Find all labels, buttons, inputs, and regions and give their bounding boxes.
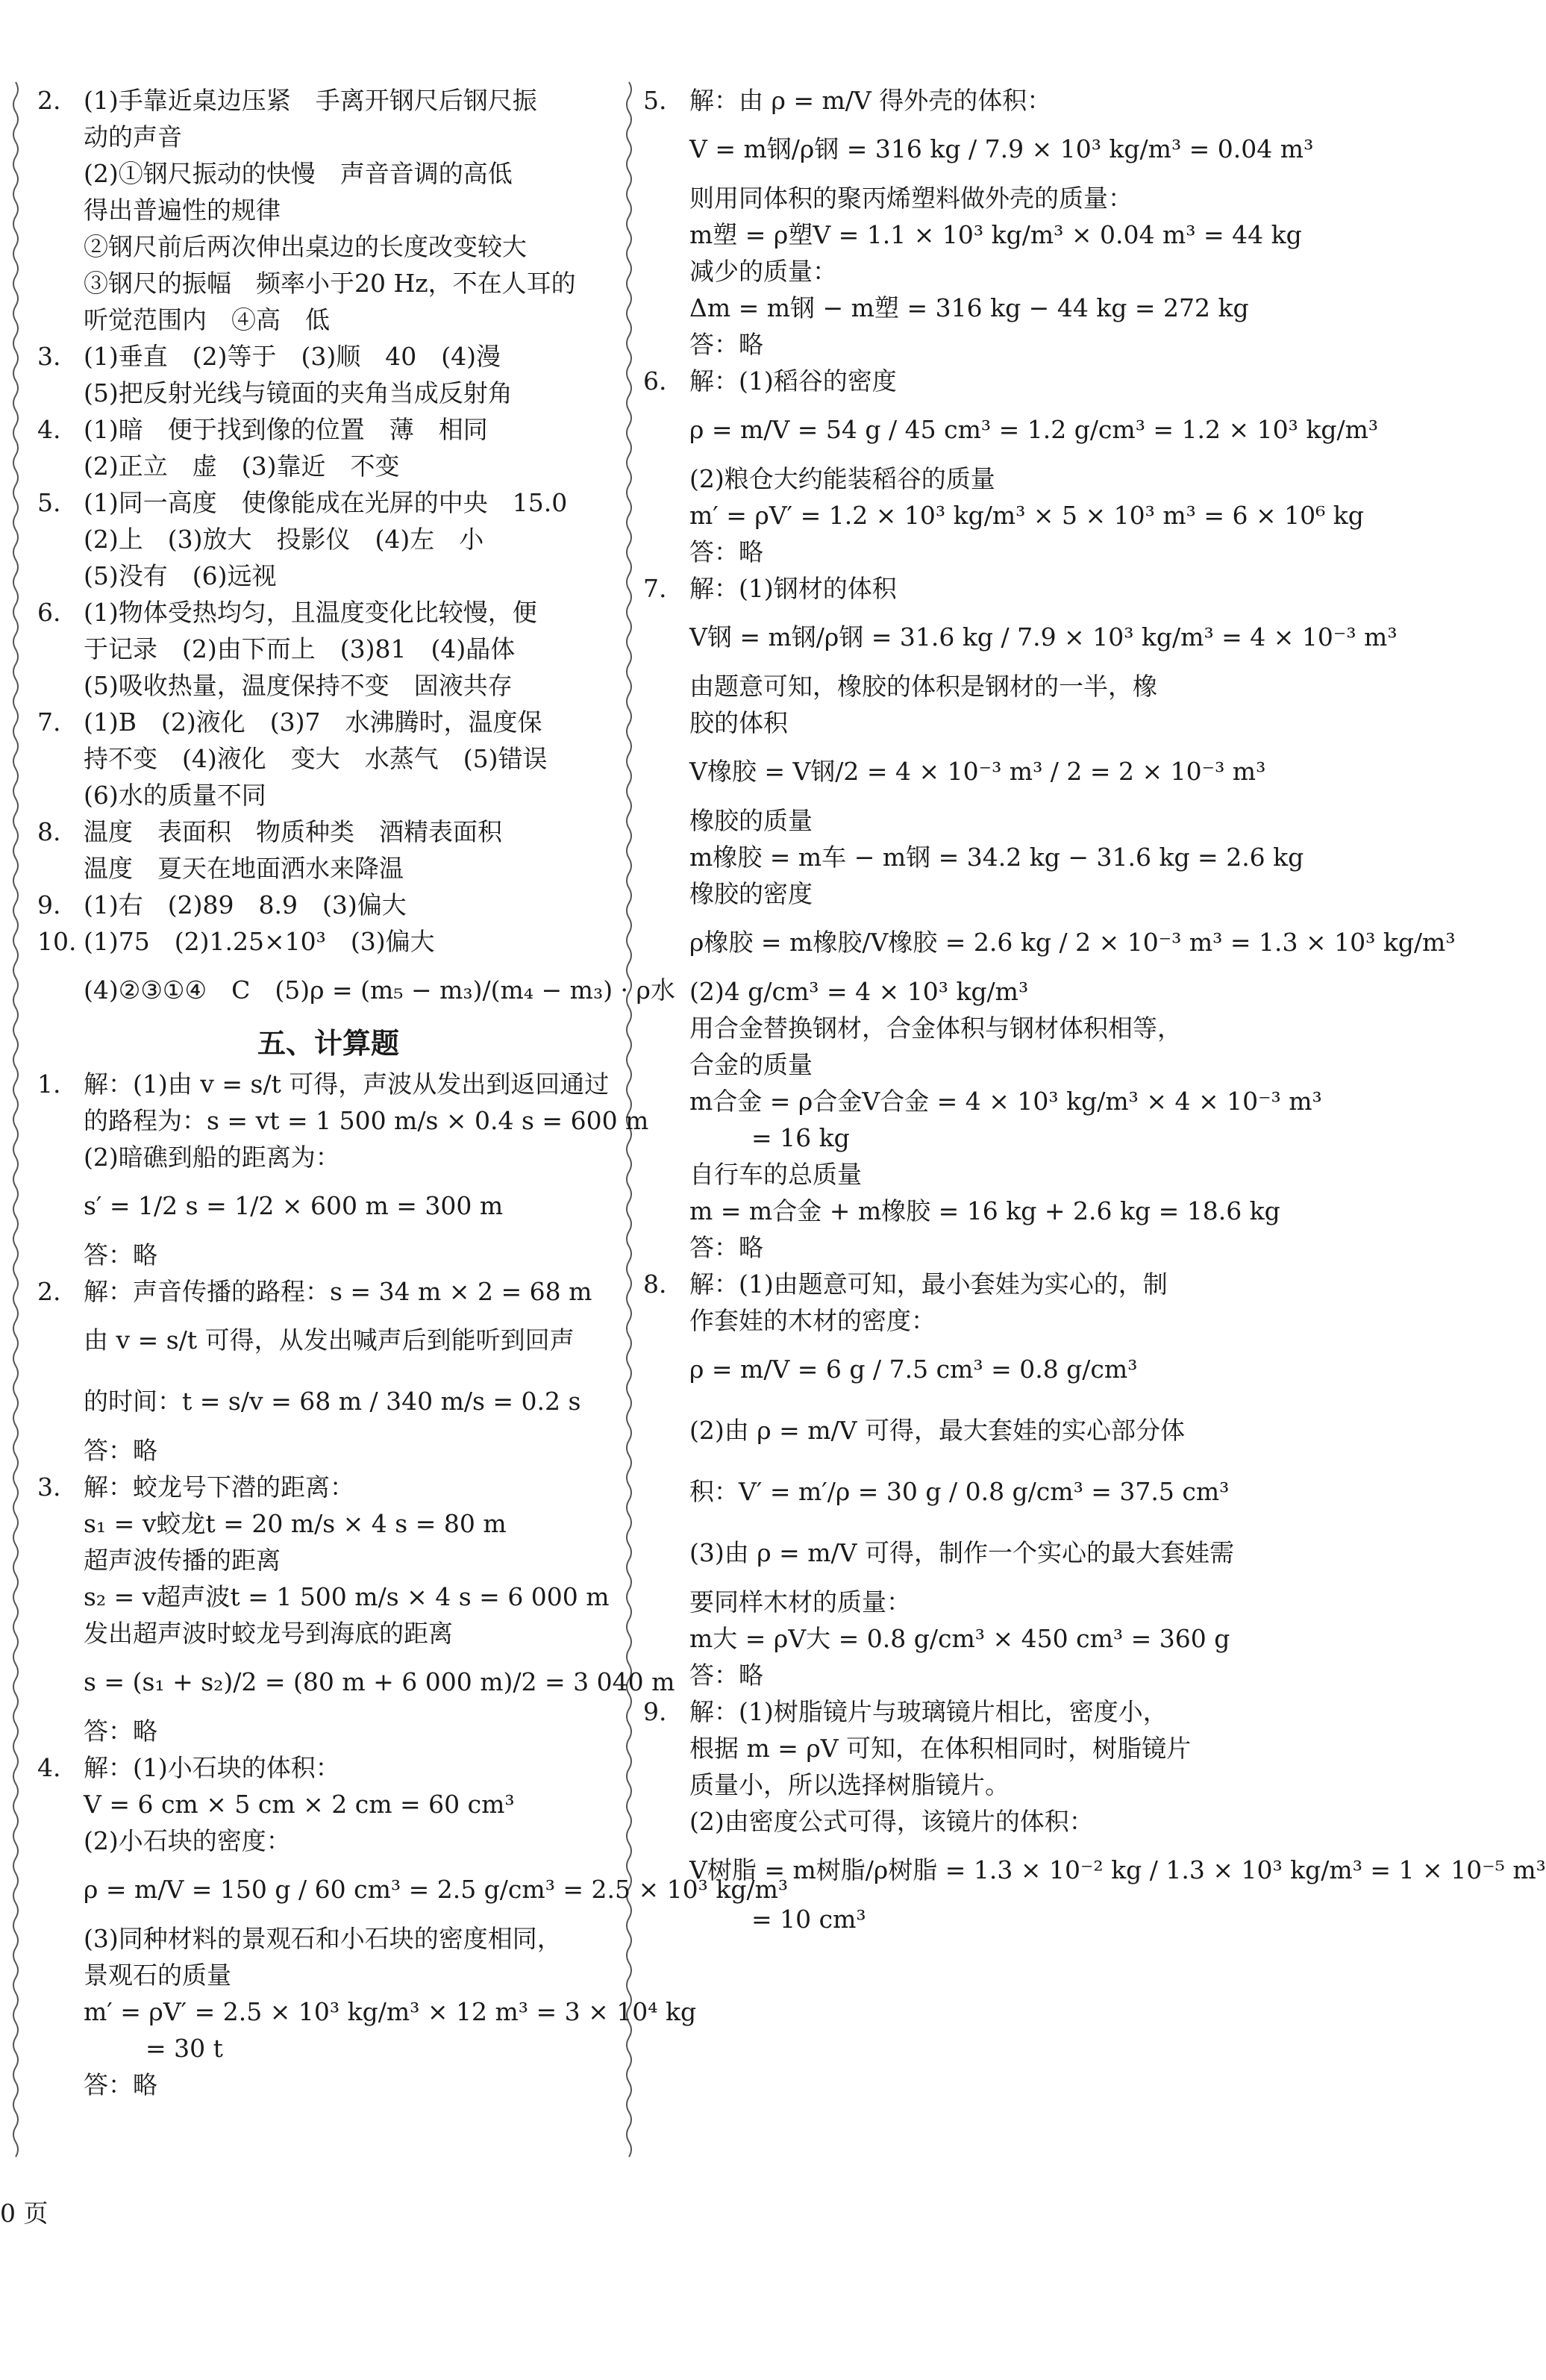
answer-text: 自行车的总质量 [689, 1160, 862, 1189]
answer-line [643, 1193, 1280, 1229]
answer-text: s′ = 1/2 s = 1/2 × 600 m = 300 m [84, 1191, 504, 1220]
answer-line [37, 631, 619, 667]
answer-line [37, 740, 619, 777]
answer-text: V = 6 cm × 5 cm × 2 cm = 60 cm³ [84, 1790, 515, 1819]
answer-line [37, 667, 619, 704]
answer-line [643, 1901, 1240, 1937]
answer-text: m′ = ρV′ = 2.5 × 10³ kg/m³ × 12 m³ = 3 × 10⁴ kg [84, 1997, 697, 2026]
answer-text: 橡胶的密度 [689, 879, 813, 908]
answer-text: 发出超声波时蛟龙号到海底的距离 [84, 1619, 453, 1648]
answer-text: = 30 t [145, 2034, 223, 2063]
answer-text: = 16 kg [751, 1123, 850, 1152]
answer-text: (2)正立 虚 (3)靠近 不变 [84, 452, 400, 481]
answer-line [643, 1010, 1240, 1046]
answer-text: 根据 m = ρV 可知，在体积相同时，树脂镜片 [689, 1734, 1192, 1763]
question-number: 4. [37, 415, 61, 444]
answer-text: (5)吸收热量，温度保持不变 固液共存 [84, 671, 513, 700]
answer-line [37, 1749, 619, 1786]
question-number: 9. [643, 1697, 667, 1726]
answer-text: (2)4 g/cm³ = 4 × 10³ kg/m³ [689, 977, 1029, 1006]
question-number: 6. [37, 598, 61, 627]
answer-text: 胶的体积 [689, 708, 788, 737]
answer-line [37, 887, 619, 923]
answer-line [643, 497, 1364, 534]
answer-text: 温度 表面积 物质种类 酒精表面积 [84, 817, 502, 846]
answer-text: (4)②③①④ C (5)ρ = (m₅ − m₃)/(m₄ − m₃) · ρ水 [84, 975, 675, 1005]
answer-line [37, 484, 619, 521]
left-wavy-border [10, 82, 21, 2157]
answer-line [643, 216, 1302, 253]
answer-text: m塑 = ρ塑V = 1.1 × 10³ kg/m³ × 0.04 m³ = 44 kg [689, 220, 1302, 249]
answer-text: m橡胶 = m车 − m钢 = 34.2 kg − 31.6 kg = 2.6 kg [689, 843, 1304, 872]
answer-line [643, 82, 1240, 119]
answer-text: (1)右 (2)89 8.9 (3)偏大 [84, 890, 407, 919]
answer-text: 超声波传播的距离 [84, 1546, 281, 1575]
answer-line [643, 705, 1240, 741]
answer-line [37, 777, 619, 813]
answer-text: (2)暗礁到船的距离为： [84, 1143, 340, 1172]
answer-text: 答：略 [689, 537, 763, 566]
answer-line [643, 1302, 1240, 1339]
answer-line [37, 1432, 619, 1469]
question-number: 2. [37, 1277, 61, 1306]
answer-text: V树脂 = m树脂/ρ树脂 = 1.3 × 10⁻² kg / 1.3 × 10³ kg/m³ = 1 × 10⁻⁵ m³ [689, 1855, 1546, 1884]
answer-line [37, 1273, 619, 1310]
answer-text: (1)B (2)液化 (3)7 水沸腾时，温度保 [84, 708, 542, 737]
answer-line [37, 411, 619, 448]
answer-text: (1)同一高度 使像能成在光屏的中央 15.0 [84, 488, 568, 517]
question-number: 9. [37, 890, 61, 919]
question-number: 5. [37, 488, 61, 517]
answer-text: (2)小石块的密度： [84, 1826, 291, 1855]
answer-text: m = m合金 + m橡胶 = 16 kg + 2.6 kg = 18.6 kg [689, 1196, 1280, 1225]
answer-line [37, 1066, 619, 1102]
answer-line [643, 534, 1240, 570]
answer-line [37, 265, 619, 302]
question-number: 1. [37, 1069, 61, 1099]
answer-text: 动的声音 [84, 122, 182, 152]
answer-text: 解：(1)小石块的体积： [84, 1753, 340, 1782]
answer-line [643, 973, 1240, 1010]
question-number: 7. [643, 574, 667, 603]
answer-text: 温度 夏天在地面洒水来降温 [84, 854, 404, 883]
question-number: 3. [37, 342, 61, 371]
answer-line [37, 2030, 619, 2067]
answer-line [643, 119, 1314, 180]
answer-line [37, 1139, 619, 1175]
answer-line [37, 521, 619, 557]
question-number: 8. [37, 817, 61, 846]
answer-text: m′ = ρV′ = 1.2 × 10³ kg/m³ × 5 × 10³ m³ = 6 × 10⁶ kg [689, 501, 1364, 530]
answer-text: (1)手靠近桌边压紧 手离开钢尺后钢尺振 [84, 86, 537, 115]
question-number: 5. [643, 86, 667, 115]
answer-line [643, 802, 1240, 839]
answer-line [37, 1542, 619, 1578]
answer-text: (5)把反射光线与镜面的夹角当成反射角 [84, 378, 513, 407]
answer-text: 质量小，所以选择树脂镜片。 [689, 1770, 1010, 1799]
answer-line [37, 557, 619, 594]
question-number: 8. [643, 1269, 667, 1299]
answer-text: 解：蛟龙号下潜的距离： [84, 1472, 354, 1502]
answer-text: 由 v = s/t 可得，从发出喊声后到能听到回声 [84, 1325, 575, 1355]
answer-text: 的路程为：s = vt = 1 500 m/s × 0.4 s = 600 m [84, 1106, 649, 1135]
answer-line [643, 460, 1240, 497]
answer-line [37, 1920, 619, 1957]
answer-text: 减少的质量： [689, 257, 837, 286]
answer-line [37, 1713, 619, 1749]
answer-line [643, 1229, 1240, 1266]
question-number: 6. [643, 366, 667, 396]
answer-line [37, 192, 619, 228]
answer-line [37, 1310, 619, 1371]
answer-line [643, 1693, 1240, 1730]
answer-text: ③钢尺的振幅 频率小于20 Hz，不在人耳的 [84, 269, 576, 298]
answer-line [643, 1767, 1240, 1803]
answer-line [37, 1615, 619, 1652]
answer-line [37, 704, 619, 740]
answer-text: 由题意可知，橡胶的体积是钢材的一半，橡 [689, 672, 1157, 701]
answer-line [37, 960, 675, 1021]
answer-text: (2)由 ρ = m/V 可得，最大套娃的实心部分体 [689, 1416, 1185, 1445]
answer-line [37, 1993, 697, 2030]
answer-line [37, 228, 619, 265]
answer-line [643, 1400, 1240, 1461]
answer-line [643, 399, 1379, 460]
answer-line [37, 1469, 619, 1505]
answer-line [37, 1175, 619, 1237]
answer-line [37, 1859, 789, 1920]
answer-text: 用合金替换钢材，合金体积与钢材体积相等， [689, 1013, 1182, 1043]
answer-text: 解：(1)树脂镜片与玻璃镜片相比，密度小， [689, 1697, 1168, 1726]
answer-line [643, 839, 1304, 875]
answer-text: (1)垂直 (2)等于 (3)顺 40 (4)漫 [84, 342, 501, 371]
answer-line [37, 923, 619, 960]
answer-text: 答：略 [689, 1233, 763, 1262]
answer-text: 作套娃的木材的密度： [689, 1306, 936, 1335]
answer-line [37, 594, 619, 631]
answer-line [37, 1371, 619, 1432]
answer-line [37, 448, 619, 484]
answer-text: ρ = m/V = 150 g / 60 cm³ = 2.5 g/cm³ = 2.5 × 10³ kg/m³ [84, 1875, 789, 1904]
answer-text: 景观石的质量 [84, 1961, 231, 1990]
answer-text: (1)75 (2)1.25×10³ (3)偏大 [84, 927, 435, 956]
answer-line [37, 1237, 619, 1273]
question-number: 2. [37, 86, 61, 115]
answer-line [643, 570, 1240, 607]
answer-line [37, 1505, 619, 1542]
answer-text: s = (s₁ + s₂)/2 = (80 m + 6 000 m)/2 = 3 040 m [84, 1667, 675, 1696]
answer-text: 于记录 (2)由下而上 (3)81 (4)晶体 [84, 634, 516, 663]
answer-text: s₁ = v蛟龙t = 20 m/s × 4 s = 80 m [84, 1509, 507, 1538]
answer-line [643, 1083, 1322, 1119]
answer-line [643, 1119, 1240, 1156]
answer-text: s₂ = v超声波t = 1 500 m/s × 4 s = 6 000 m [84, 1582, 610, 1611]
answer-text: 要同样木材的质量： [689, 1587, 911, 1617]
answer-line [37, 813, 619, 850]
question-number: 10. [37, 927, 77, 956]
answer-line [37, 1823, 619, 1859]
answer-line [643, 290, 1249, 326]
answer-text: (2)粮仓大约能装稻谷的质量 [689, 464, 995, 493]
answer-line [643, 1522, 1240, 1584]
answer-text: (2)上 (3)放大 投影仪 (4)左 小 [84, 525, 484, 554]
answer-line [643, 1461, 1240, 1522]
answer-text: (3)同种材料的景观石和小石块的密度相同， [84, 1924, 562, 1953]
answer-line [37, 850, 619, 887]
answer-text: 合金的质量 [689, 1050, 813, 1079]
answer-text: 答：略 [689, 330, 763, 359]
answer-text: Δm = m钢 − m塑 = 316 kg − 44 kg = 272 kg [689, 293, 1249, 322]
answer-text: 解：(1)由 v = s/t 可得，声波从发出到返回通过 [84, 1069, 610, 1099]
answer-text: 则用同体积的聚丙烯塑料做外壳的质量： [689, 184, 1133, 213]
answer-text: ρ = m/V = 54 g / 45 cm³ = 1.2 g/cm³ = 1.2 × 10³ kg/m³ [689, 415, 1379, 444]
answer-text: 解：(1)由题意可知，最小套娃为实心的，制 [689, 1269, 1168, 1299]
answer-line [643, 1840, 1546, 1901]
answer-line [37, 119, 619, 155]
answer-text: 得出普遍性的规律 [84, 196, 281, 225]
answer-line [643, 363, 1240, 399]
answer-text: = 10 cm³ [751, 1905, 866, 1934]
answer-text: (1)物体受热均匀，且温度变化比较慢，便 [84, 598, 537, 627]
answer-text: ρ橡胶 = m橡胶/V橡胶 = 2.6 kg / 2 × 10⁻³ m³ = 1.3 × 10³ kg/m³ [689, 928, 1456, 957]
answer-text: 答：略 [84, 2070, 157, 2099]
answer-text: V = m钢/ρ钢 = 316 kg / 7.9 × 10³ kg/m³ = 0.04 m³ [689, 134, 1314, 163]
answer-line [37, 1786, 619, 1823]
answer-line [643, 1803, 1240, 1840]
answer-text: 解：由 ρ = m/V 得外壳的体积： [689, 86, 1052, 115]
answer-line [37, 1957, 619, 1993]
answer-line [643, 912, 1456, 973]
section-heading: 五、计算题 [257, 1027, 399, 1060]
answer-line [643, 741, 1266, 802]
answer-line [643, 1339, 1240, 1400]
answer-text: m大 = ρV大 = 0.8 g/cm³ × 450 cm³ = 360 g [689, 1624, 1230, 1653]
answer-text: m合金 = ρ合金V合金 = 4 × 10³ kg/m³ × 4 × 10⁻³ m³ [689, 1087, 1322, 1116]
answer-line [37, 2067, 619, 2103]
answer-line [643, 253, 1240, 290]
answer-line [37, 302, 619, 338]
answer-text: V橡胶 = V钢/2 = 4 × 10⁻³ m³ / 2 = 2 × 10⁻³ m³ [689, 757, 1266, 786]
answer-line [643, 1730, 1240, 1767]
answer-line [643, 1156, 1240, 1193]
answer-text: (6)水的质量不同 [84, 781, 266, 810]
answer-text: 答：略 [84, 1717, 157, 1746]
answer-text: 答：略 [84, 1240, 157, 1269]
answer-line [37, 82, 619, 119]
answer-text: 听觉范围内 ④高 低 [84, 305, 330, 334]
answer-text: ρ = m/V = 6 g / 7.5 cm³ = 0.8 g/cm³ [689, 1355, 1138, 1384]
answer-text: ②钢尺前后两次伸出桌边的长度改变较大 [84, 232, 527, 261]
answer-text: (2)①钢尺振动的快慢 声音音调的高低 [84, 159, 513, 188]
page-number: 0 页 [0, 2199, 48, 2228]
answer-text: 解：(1)钢材的体积 [689, 574, 897, 603]
answer-text: (1)暗 便于找到像的位置 薄 相同 [84, 415, 488, 444]
answer-line [37, 338, 619, 375]
answer-text: (3)由 ρ = m/V 可得，制作一个实心的最大套娃需 [689, 1538, 1234, 1567]
answer-text: 持不变 (4)液化 变大 水蒸气 (5)错误 [84, 744, 548, 773]
answer-text: (5)没有 (6)远视 [84, 561, 277, 590]
answer-line [643, 1266, 1240, 1302]
answer-line [643, 1657, 1240, 1693]
answer-line [37, 375, 619, 411]
answer-line [37, 1578, 619, 1615]
answer-text: 解：(1)稻谷的密度 [689, 366, 897, 396]
answer-text: 的时间：t = s/v = 68 m / 340 m/s = 0.2 s [84, 1387, 581, 1416]
right-column [643, 82, 1546, 1937]
answer-line [37, 155, 619, 192]
answer-text: 橡胶的质量 [689, 806, 813, 835]
answer-line [643, 1584, 1240, 1620]
answer-line [643, 180, 1240, 216]
answer-text: V钢 = m钢/ρ钢 = 31.6 kg / 7.9 × 10³ kg/m³ = 4 × 10⁻³ m³ [689, 622, 1398, 652]
answer-line [643, 607, 1398, 668]
answer-text: (2)由密度公式可得，该镜片的体积： [689, 1807, 1094, 1836]
answer-line [643, 875, 1240, 912]
question-number: 3. [37, 1472, 61, 1502]
answer-line [643, 668, 1240, 705]
answer-text: 积：V′ = m′/ρ = 30 g / 0.8 g/cm³ = 37.5 cm³ [689, 1477, 1230, 1506]
question-number: 4. [37, 1753, 61, 1782]
answer-text: 答：略 [689, 1661, 763, 1690]
answer-line [643, 326, 1240, 363]
answer-text: 答：略 [84, 1436, 157, 1465]
answer-line [643, 1620, 1240, 1657]
question-number: 7. [37, 708, 61, 737]
answer-line [643, 1046, 1240, 1083]
answer-line [37, 1652, 675, 1713]
answer-line [37, 1102, 649, 1139]
answer-text: 解：声音传播的路程：s = 34 m × 2 = 68 m [84, 1277, 592, 1306]
